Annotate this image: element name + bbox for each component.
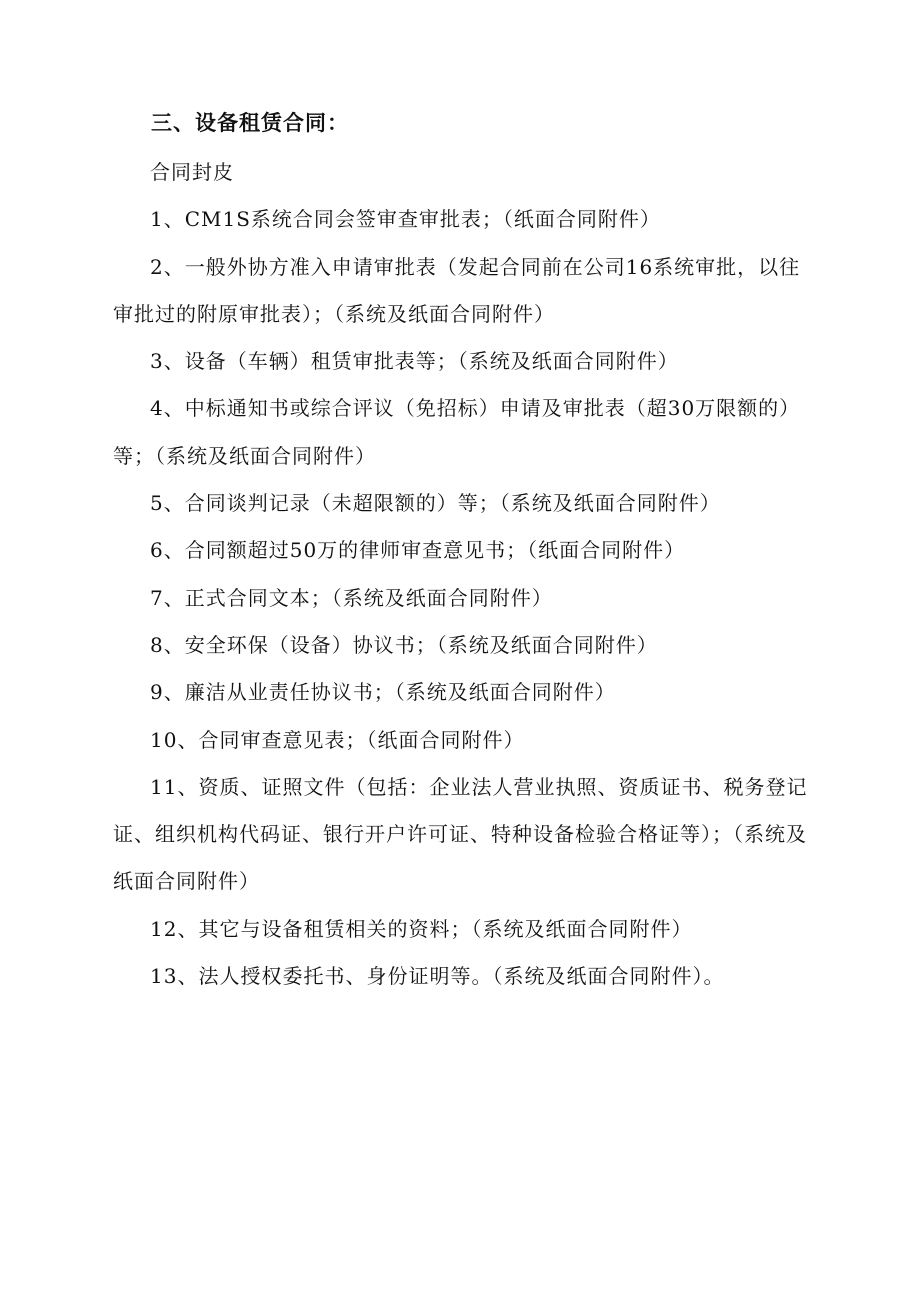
list-item-1: 1、CM1S系统合同会签审查审批表；（纸面合同附件） xyxy=(150,207,661,232)
list-item-3: 3、设备（车辆）租赁审批表等；（系统及纸面合同附件） xyxy=(150,349,679,374)
list-item-4: 4、中标通知书或综合评议（免招标）申请及审批表（超30万限额的）等；（系统及纸面合同附件） xyxy=(113,396,801,468)
list-item-2: 2、一般外协方准入申请审批表（发起合同前在公司16系统审批，以往审批过的附原审批表）；（系统及纸面合同附件） xyxy=(113,254,801,326)
list-item-12: 12、其它与设备租赁相关的资料；（系统及纸面合同附件） xyxy=(150,916,693,941)
document-body xyxy=(113,101,813,1000)
list-item-7: 7、正式合同文本；（系统及纸面合同附件） xyxy=(150,585,553,610)
list-item-9: 9、廉洁从业责任协议书；（系统及纸面合同附件） xyxy=(150,680,616,705)
list-item-8: 8、安全环保（设备）协议书；（系统及纸面合同附件） xyxy=(150,632,658,657)
list-item-6: 6、合同额超过50万的律师审查意见书；（纸面合同附件） xyxy=(150,538,686,563)
list-item-13: 13、法人授权委托书、身份证明等。（系统及纸面合同附件）。 xyxy=(150,964,725,989)
list-item-5: 5、合同谈判记录（未超限额的）等；（系统及纸面合同附件） xyxy=(150,491,721,516)
cover-line: 合同封皮 xyxy=(150,160,234,184)
list-item-10: 10、合同审查意见表；（纸面合同附件） xyxy=(150,727,525,752)
list-item-11: 11、资质、证照文件（包括：企业法人营业执照、资质证书、税务登记证、组织机构代码证、银行开户许可证、特种设备检验合格证等）；（系统及纸面合同附件） xyxy=(113,774,808,894)
section-heading: 三、设备租赁合同： xyxy=(151,110,349,135)
